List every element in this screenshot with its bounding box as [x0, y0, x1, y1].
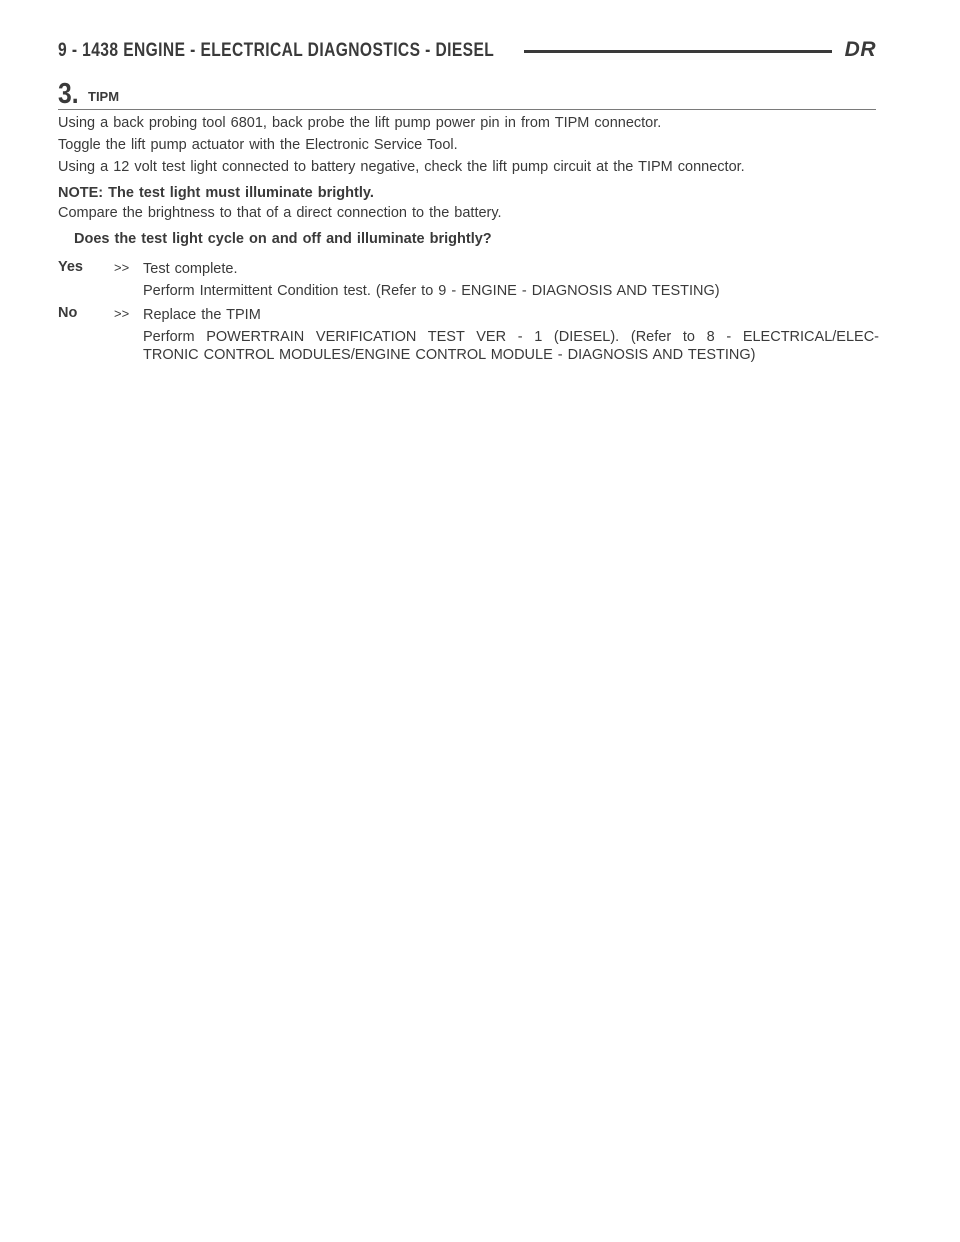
answer-no-line-1: Replace the TPIM: [143, 307, 261, 323]
answer-no-line-3: TRONIC CONTROL MODULES/ENGINE CONTROL MODULE - DIAGNOSIS AND TESTING): [143, 347, 756, 363]
page-header: [58, 38, 876, 64]
compare-text: Compare the brightness to that of a direct connection to the battery.: [58, 205, 502, 221]
instruction-line-2: Toggle the lift pump actuator with the Electronic Service Tool.: [58, 137, 458, 153]
answer-yes-arrow: >>: [114, 260, 130, 275]
answer-no-arrow: >>: [114, 306, 130, 321]
step-heading: [58, 80, 876, 110]
header-rule: [524, 50, 832, 53]
answer-no-line-2: Perform POWERTRAIN VERIFICATION TEST VER - 1 (DIESEL). (Refer to 8 - ELECTRICAL/ELEC-: [143, 329, 879, 345]
instruction-line-1: Using a back probing tool 6801, back probe the lift pump power pin in from TIPM connector.: [58, 115, 662, 131]
answer-yes-label: Yes: [58, 259, 83, 275]
step-title: TIPM: [88, 89, 120, 104]
instruction-line-3: Using a 12 volt test light connected to battery negative, check the lift pump circuit at the TIPM connector.: [58, 159, 745, 175]
note-text: NOTE: The test light must illuminate brightly.: [58, 185, 374, 201]
answer-yes-line-1: Test complete.: [143, 261, 238, 277]
step-number: 3.: [58, 78, 79, 110]
answer-yes-line-2: Perform Intermittent Condition test. (Refer to 9 - ENGINE - DIAGNOSIS AND TESTING): [143, 283, 720, 299]
answer-no-label: No: [58, 305, 78, 321]
header-model-code: DR: [844, 38, 876, 61]
question-text: Does the test light cycle on and off and illuminate brightly?: [74, 231, 492, 247]
header-section-title: 9 - 1438 ENGINE - ELECTRICAL DIAGNOSTICS - DIESEL: [58, 40, 495, 61]
